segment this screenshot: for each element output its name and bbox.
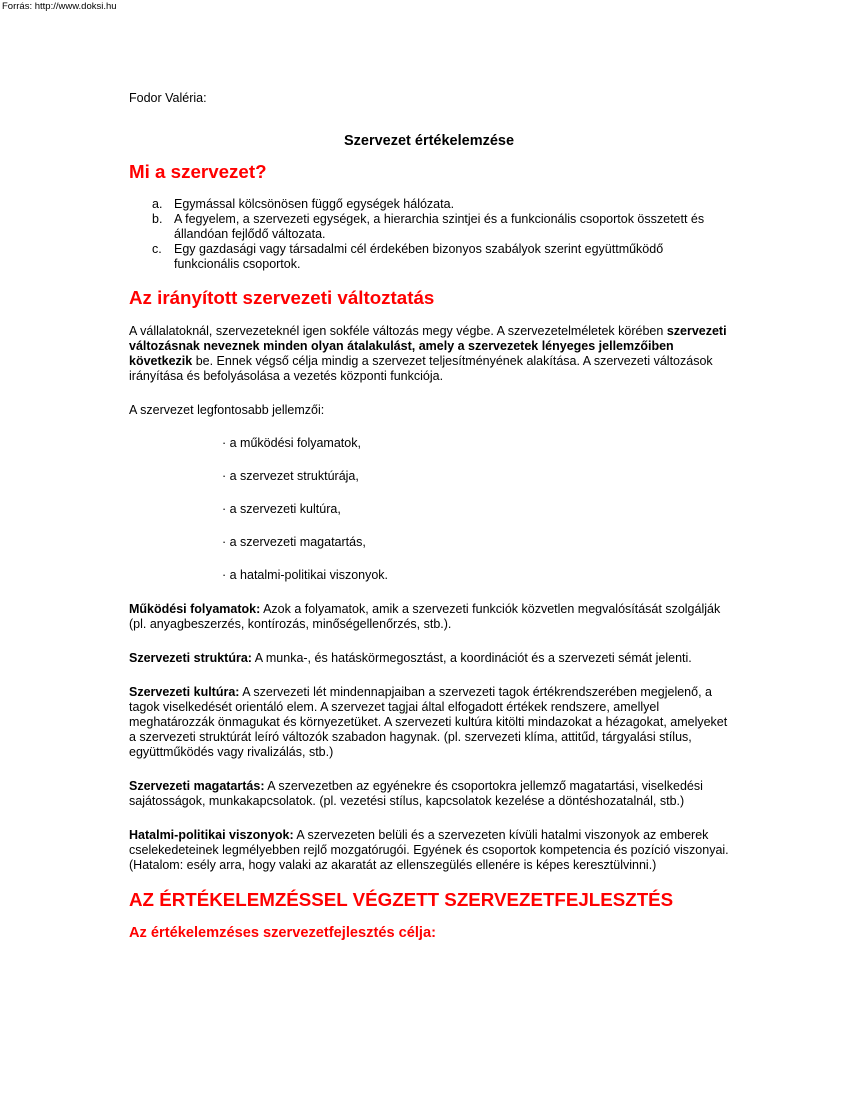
definition-behavior (129, 779, 729, 809)
list-item (129, 197, 729, 212)
list-item: · a hatalmi-politikai viszonyok. (222, 568, 389, 582)
section-heading-value-analysis: AZ ÉRTÉKELEMZÉSSEL VÉGZETT SZERVEZETFEJLESZTÉS (129, 889, 674, 910)
definition-text: Azok a folyamatok, amik a szervezeti funkciók közvetlen megvalósítását szolgálják (pl. anyagbeszerzés, kontírozás, minőségellenőrzés, stb.). (129, 602, 721, 631)
definition-text: A munka-, és hatáskörmegosztást, a koordinációt és a szervezeti sémát jelenti. (251, 651, 692, 665)
paragraph-change (129, 324, 729, 384)
paragraph-characteristics-intro: A szervezet legfontosabb jellemzői: (129, 403, 325, 417)
section-subheading-goal: Az értékelemzéses szervezetfejlesztés célja: (129, 925, 436, 941)
definition-term: Szervezeti struktúra: (129, 651, 252, 665)
definition-term: Szervezeti kultúra: (129, 685, 240, 699)
definition-culture (129, 685, 729, 760)
definition-list (129, 197, 729, 272)
definition-structure (129, 651, 729, 666)
list-marker: a. (152, 197, 163, 211)
list-marker: b. (152, 212, 163, 226)
definition-power-relations (129, 828, 729, 873)
list-item: · a szervezeti kultúra, (222, 502, 341, 516)
source-link[interactable]: Forrás: http://www.doksi.hu (2, 1, 117, 12)
section-heading-what-is-organization: Mi a szervezet? (129, 161, 267, 182)
characteristics-list (129, 436, 729, 583)
definition-term: Hatalmi-politikai viszonyok: (129, 828, 294, 842)
paragraph-text: A vállalatoknál, szervezeteknél igen sokféle változás megy végbe. A szervezetelméletek körében (129, 324, 667, 338)
definition-term: Szervezeti magatartás: (129, 779, 265, 793)
author: Fodor Valéria: (129, 91, 207, 105)
definition-operating-processes (129, 602, 729, 632)
list-item-text: Egymással kölcsönösen függő egységek hálózata. (174, 197, 455, 211)
definition-text: A szervezeten belüli és a szervezeten kívüli hatalmi viszonyok az emberek cselekedeteinek legmélyebben rejlő mozgatórugói. Egyének és csoportok kompetencia és pozíció viszonyai. (Hatalom: esély arra, hogy valaki az akaratát az ellenszegülés ellenére is képes keresztülvinni.) (129, 828, 729, 872)
list-item: · a működési folyamatok, (222, 436, 361, 450)
list-marker: c. (152, 242, 162, 256)
definition-text: A szervezetben az egyénekre és csoportokra jellemző magatartási, viselkedési sajátosságok, munkakapcsolatok. (pl. vezetési stílus, kapcsolatok kezelése a döntéshozatalnál, stb.) (129, 779, 703, 808)
definition-text: A szervezeti lét mindennapjaiban a szervezeti tagok értékrendszerében megjelenő, a tagok viselkedését orientáló elem. A szervezet tagjai által elfogadott értékek rendszere, amellyel meghatározzák önmagukat és környezetüket. A szervezeti kultúra kitölti mindazokat a hézagokat, amelyeket a szervezeti struktúrát leíró változók szabadon hagynak. (pl. szervezeti klíma, attitűd, tárgyalási stílus, együttműködés vagy rivalizálás, stb.) (129, 685, 728, 759)
list-item-text: A fegyelem, a szervezeti egységek, a hierarchia szintjei és a funkcionális csoportok összetett és állandóan fejlődő változata. (174, 212, 705, 241)
list-item (129, 242, 729, 272)
list-item-text: Egy gazdasági vagy társadalmi cél érdekében bizonyos szabályok szerint együttműködő funkcionális csoportok. (174, 242, 664, 271)
paragraph-bold-text: szervezeti változásnak neveznek minden olyan átalakulást, amely a szervezetek lényeges jellemzőiben következik (129, 324, 727, 368)
list-item: · a szervezeti magatartás, (222, 535, 366, 549)
paragraph-text: be. Ennek végső célja mindig a szervezet teljesítményének alakítása. A szervezeti változások irányítása és befolyásolása a vezetés központi funkciója. (129, 354, 713, 383)
page-title: Szervezet értékelemzése (343, 133, 515, 149)
list-item: · a szervezet struktúrája, (222, 469, 359, 483)
document-page (129, 91, 729, 941)
section-heading-directed-change: Az irányított szervezeti változtatás (129, 287, 435, 308)
list-item (129, 212, 729, 242)
definition-term: Működési folyamatok: (129, 602, 261, 616)
